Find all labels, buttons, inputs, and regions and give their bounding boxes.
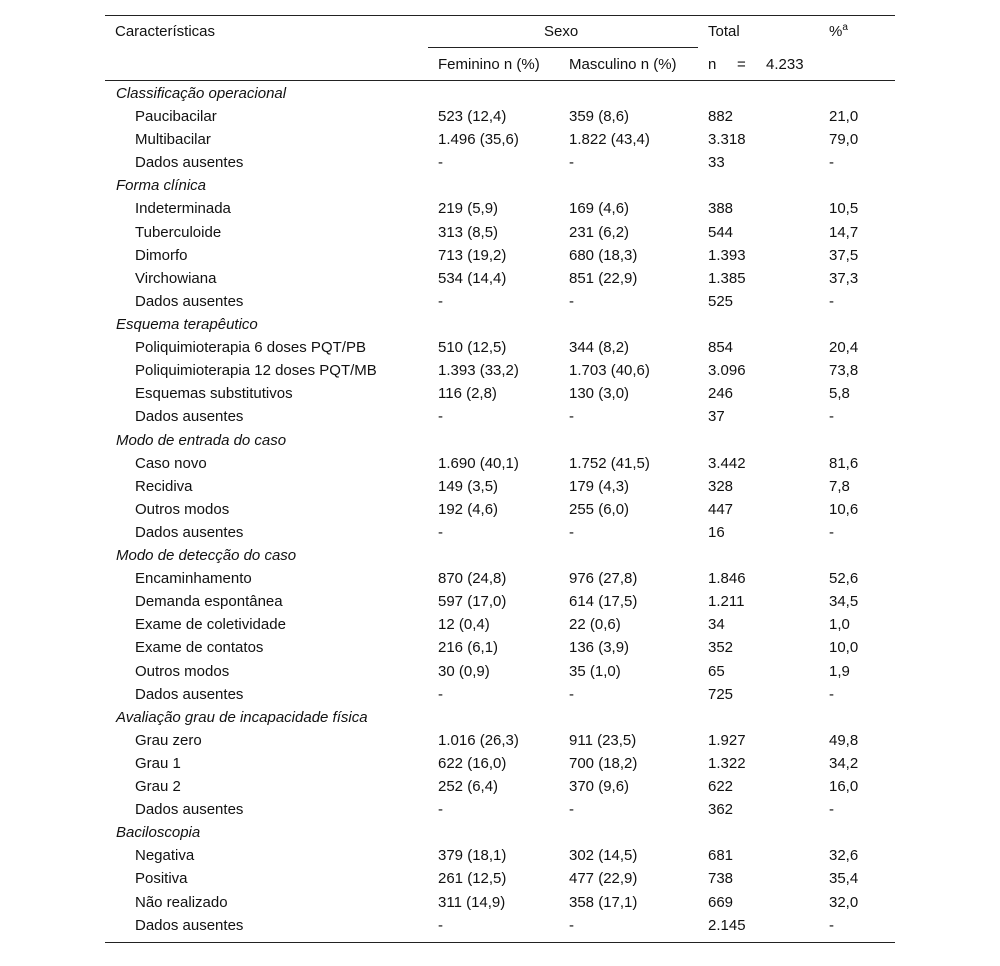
cell-pct: 52,6 bbox=[829, 570, 859, 587]
cell-pct: 20,4 bbox=[829, 339, 859, 356]
cell-masc: 851 (22,9) bbox=[569, 270, 638, 287]
cell-label: Dados ausentes bbox=[135, 801, 244, 818]
cell-pct: 14,7 bbox=[829, 224, 859, 241]
sexo-spanner-rule bbox=[428, 47, 698, 48]
cell-pct: - bbox=[829, 801, 834, 818]
cell-masc: 680 (18,3) bbox=[569, 247, 638, 264]
cell-label: Multibacilar bbox=[135, 131, 211, 148]
cell-label: Grau 2 bbox=[135, 778, 181, 795]
cell-label: Exame de contatos bbox=[135, 639, 264, 656]
cell-label: Encaminhamento bbox=[135, 570, 252, 587]
cell-total: 1.927 bbox=[708, 732, 746, 749]
cell-pct: 1,0 bbox=[829, 616, 850, 633]
cell-fem: 1.690 (40,1) bbox=[438, 455, 519, 472]
cell-total: 882 bbox=[708, 108, 734, 125]
cell-fem: 219 (5,9) bbox=[438, 200, 499, 217]
group-title: Forma clínica bbox=[116, 177, 207, 194]
cell-total: 3.096 bbox=[708, 362, 746, 379]
cell-pct: 37,5 bbox=[829, 247, 859, 264]
cell-masc: - bbox=[569, 154, 574, 171]
cell-pct: 10,5 bbox=[829, 200, 859, 217]
cell-total: 352 bbox=[708, 639, 734, 656]
cell-total: 362 bbox=[708, 801, 734, 818]
header-n-label: n bbox=[708, 56, 717, 73]
cell-fem: 30 (0,9) bbox=[438, 663, 490, 680]
cell-total: 525 bbox=[708, 293, 734, 310]
group-title: Esquema terapêutico bbox=[116, 316, 258, 333]
cell-fem: 622 (16,0) bbox=[438, 755, 507, 772]
cell-total: 33 bbox=[708, 154, 725, 171]
cell-label: Dados ausentes bbox=[135, 293, 244, 310]
cell-total: 1.322 bbox=[708, 755, 746, 772]
cell-label: Dimorfo bbox=[135, 247, 188, 264]
cell-pct: 34,5 bbox=[829, 593, 859, 610]
cell-fem: 523 (12,4) bbox=[438, 108, 507, 125]
cell-masc: 22 (0,6) bbox=[569, 616, 621, 633]
cell-masc: 1.822 (43,4) bbox=[569, 131, 650, 148]
cell-label: Não realizado bbox=[135, 894, 228, 911]
cell-total: 388 bbox=[708, 200, 734, 217]
cell-masc: - bbox=[569, 408, 574, 425]
cell-label: Dados ausentes bbox=[135, 524, 244, 541]
cell-masc: 169 (4,6) bbox=[569, 200, 630, 217]
cell-total: 2.145 bbox=[708, 917, 746, 934]
cell-total: 725 bbox=[708, 686, 734, 703]
cell-pct: 79,0 bbox=[829, 131, 859, 148]
cell-pct: 81,6 bbox=[829, 455, 859, 472]
cell-fem: - bbox=[438, 524, 443, 541]
cell-fem: 379 (18,1) bbox=[438, 847, 507, 864]
cell-masc: 976 (27,8) bbox=[569, 570, 638, 587]
cell-masc: 302 (14,5) bbox=[569, 847, 638, 864]
cell-fem: 870 (24,8) bbox=[438, 570, 507, 587]
cell-fem: 261 (12,5) bbox=[438, 870, 507, 887]
cell-label: Poliquimioterapia 6 doses PQT/PB bbox=[135, 339, 366, 356]
cell-pct: 10,6 bbox=[829, 501, 859, 518]
cell-masc: 614 (17,5) bbox=[569, 593, 638, 610]
cell-total: 328 bbox=[708, 478, 734, 495]
cell-label: Tuberculoide bbox=[135, 224, 222, 241]
cell-total: 1.393 bbox=[708, 247, 746, 264]
header-n-value: 4.233 bbox=[766, 56, 804, 73]
cell-pct: 1,9 bbox=[829, 663, 850, 680]
cell-label: Dados ausentes bbox=[135, 917, 244, 934]
cell-fem: 149 (3,5) bbox=[438, 478, 499, 495]
cell-masc: 477 (22,9) bbox=[569, 870, 638, 887]
cell-label: Demanda espontânea bbox=[135, 593, 283, 610]
cell-total: 16 bbox=[708, 524, 725, 541]
cell-fem: 1.016 (26,3) bbox=[438, 732, 519, 749]
group-title: Avaliação grau de incapacidade física bbox=[116, 709, 368, 726]
cell-pct: 32,0 bbox=[829, 894, 859, 911]
group-title: Baciloscopia bbox=[116, 824, 201, 841]
group-title: Classificação operacional bbox=[116, 85, 287, 102]
cell-label: Outros modos bbox=[135, 501, 230, 518]
cell-pct: 21,0 bbox=[829, 108, 859, 125]
cell-label: Recidiva bbox=[135, 478, 193, 495]
cell-masc: - bbox=[569, 801, 574, 818]
cell-total: 1.211 bbox=[708, 593, 745, 610]
cell-pct: - bbox=[829, 408, 834, 425]
cell-label: Esquemas substitutivos bbox=[135, 385, 293, 402]
cell-label: Negativa bbox=[135, 847, 195, 864]
cell-total: 738 bbox=[708, 870, 734, 887]
cell-masc: - bbox=[569, 686, 574, 703]
cell-fem: - bbox=[438, 917, 443, 934]
cell-masc: 179 (4,3) bbox=[569, 478, 630, 495]
header-feminino: Feminino n (%) bbox=[438, 56, 540, 73]
header-n-equals: = bbox=[737, 56, 746, 73]
header-masculino: Masculino n (%) bbox=[569, 56, 677, 73]
cell-label: Exame de coletividade bbox=[135, 616, 286, 633]
cell-pct: 34,2 bbox=[829, 755, 859, 772]
cell-masc: 370 (9,6) bbox=[569, 778, 630, 795]
cell-total: 3.318 bbox=[708, 131, 746, 148]
cell-masc: 35 (1,0) bbox=[569, 663, 621, 680]
cell-pct: - bbox=[829, 686, 834, 703]
cell-masc: 255 (6,0) bbox=[569, 501, 630, 518]
cell-pct: 32,6 bbox=[829, 847, 859, 864]
cell-total: 544 bbox=[708, 224, 734, 241]
cell-label: Dados ausentes bbox=[135, 408, 244, 425]
cell-pct: 73,8 bbox=[829, 362, 859, 379]
cell-masc: 359 (8,6) bbox=[569, 108, 630, 125]
cell-total: 34 bbox=[708, 616, 725, 633]
cell-pct: - bbox=[829, 524, 834, 541]
cell-pct: - bbox=[829, 154, 834, 171]
cell-total: 37 bbox=[708, 408, 725, 425]
cell-masc: - bbox=[569, 293, 574, 310]
cell-total: 65 bbox=[708, 663, 725, 680]
cell-fem: 216 (6,1) bbox=[438, 639, 499, 656]
cell-fem: - bbox=[438, 686, 443, 703]
cell-fem: - bbox=[438, 154, 443, 171]
group-title: Modo de entrada do caso bbox=[116, 432, 287, 449]
cell-fem: 1.393 (33,2) bbox=[438, 362, 519, 379]
cell-label: Grau zero bbox=[135, 732, 202, 749]
cell-fem: 313 (8,5) bbox=[438, 224, 499, 241]
header-sexo: Sexo bbox=[544, 23, 579, 40]
cell-total: 3.442 bbox=[708, 455, 746, 472]
header-caracteristicas: Características bbox=[115, 23, 216, 40]
cell-total: 669 bbox=[708, 894, 734, 911]
cell-label: Virchowiana bbox=[135, 270, 217, 287]
cell-masc: - bbox=[569, 917, 574, 934]
cell-total: 681 bbox=[708, 847, 734, 864]
group-title: Modo de detecção do caso bbox=[116, 547, 297, 564]
cell-fem: 510 (12,5) bbox=[438, 339, 507, 356]
cell-pct: 10,0 bbox=[829, 639, 859, 656]
cell-fem: 713 (19,2) bbox=[438, 247, 507, 264]
footnote-marker-a: a bbox=[842, 22, 848, 33]
header-bottom-rule bbox=[105, 80, 895, 81]
cell-masc: 130 (3,0) bbox=[569, 385, 630, 402]
cell-label: Poliquimioterapia 12 doses PQT/MB bbox=[135, 362, 377, 379]
cell-total: 1.846 bbox=[708, 570, 746, 587]
cell-masc: 1.703 (40,6) bbox=[569, 362, 650, 379]
cell-pct: 37,3 bbox=[829, 270, 859, 287]
cell-pct: 16,0 bbox=[829, 778, 859, 795]
cell-pct: 7,8 bbox=[829, 478, 850, 495]
cell-masc: 344 (8,2) bbox=[569, 339, 630, 356]
cell-pct: 35,4 bbox=[829, 870, 859, 887]
cell-fem: - bbox=[438, 801, 443, 818]
cell-pct: 5,8 bbox=[829, 385, 850, 402]
cell-fem: 12 (0,4) bbox=[438, 616, 490, 633]
cell-pct: 49,8 bbox=[829, 732, 859, 749]
cell-masc: 700 (18,2) bbox=[569, 755, 638, 772]
cell-label: Grau 1 bbox=[135, 755, 181, 772]
top-rule bbox=[105, 15, 895, 16]
cell-fem: 1.496 (35,6) bbox=[438, 131, 519, 148]
cell-label: Dados ausentes bbox=[135, 154, 244, 171]
cell-fem: - bbox=[438, 293, 443, 310]
bottom-rule bbox=[105, 942, 895, 943]
cell-label: Indeterminada bbox=[135, 200, 231, 217]
cell-fem: - bbox=[438, 408, 443, 425]
cell-masc: 911 (23,5) bbox=[569, 732, 637, 749]
cell-fem: 192 (4,6) bbox=[438, 501, 499, 518]
cell-total: 622 bbox=[708, 778, 734, 795]
cell-pct: - bbox=[829, 293, 834, 310]
cell-pct: - bbox=[829, 917, 834, 934]
header-percent: %$^a$ bbox=[829, 22, 848, 40]
cell-masc: - bbox=[569, 524, 574, 541]
cell-fem: 311 (14,9) bbox=[438, 894, 506, 911]
cell-total: 1.385 bbox=[708, 270, 746, 287]
cell-label: Outros modos bbox=[135, 663, 230, 680]
cell-fem: 116 (2,8) bbox=[438, 385, 497, 402]
cell-total: 854 bbox=[708, 339, 734, 356]
cell-fem: 534 (14,4) bbox=[438, 270, 507, 287]
cell-fem: 597 (17,0) bbox=[438, 593, 507, 610]
cell-label: Positiva bbox=[135, 870, 188, 887]
cell-total: 447 bbox=[708, 501, 734, 518]
cell-label: Paucibacilar bbox=[135, 108, 217, 125]
cell-label: Caso novo bbox=[135, 455, 207, 472]
cell-masc: 231 (6,2) bbox=[569, 224, 630, 241]
cell-masc: 1.752 (41,5) bbox=[569, 455, 650, 472]
header-total: Total bbox=[708, 23, 740, 40]
cell-fem: 252 (6,4) bbox=[438, 778, 499, 795]
cell-masc: 136 (3,9) bbox=[569, 639, 630, 656]
cell-total: 246 bbox=[708, 385, 734, 402]
cell-label: Dados ausentes bbox=[135, 686, 244, 703]
cell-masc: 358 (17,1) bbox=[569, 894, 638, 911]
